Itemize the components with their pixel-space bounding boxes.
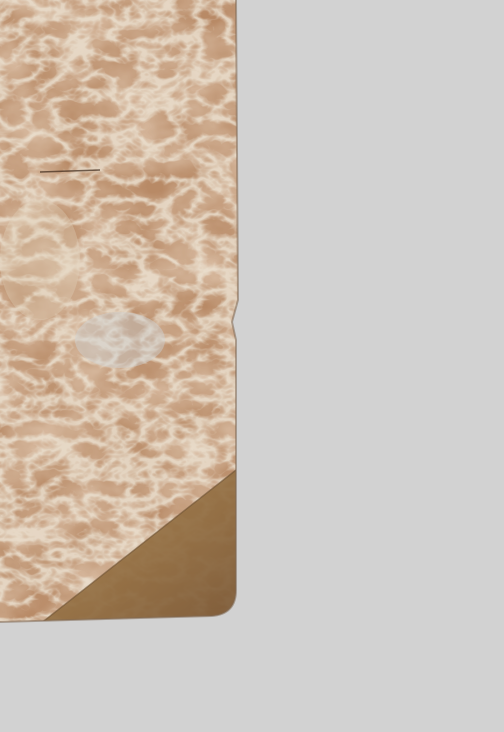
light-patch [75,312,165,368]
marbled-book-cover [0,0,240,624]
light-patch-2 [0,200,80,320]
